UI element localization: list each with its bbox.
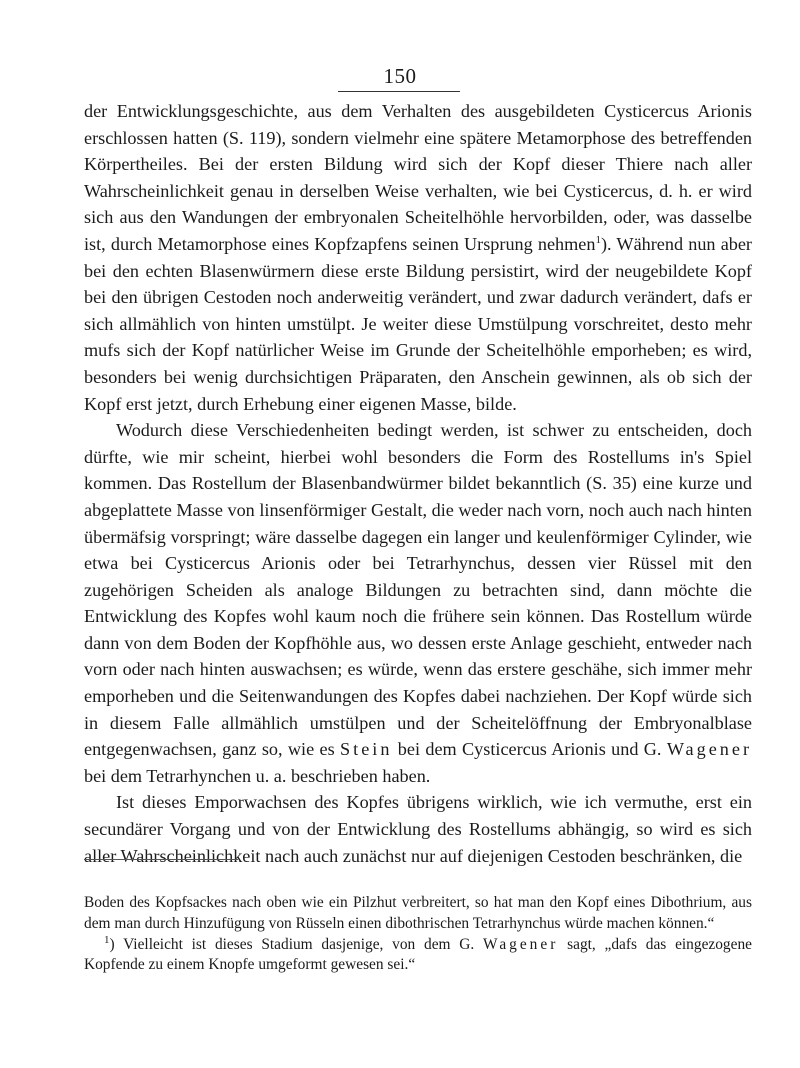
footnote-1-post: sagt, „dafs das eingezogene Kopfende zu einem Knopfe umgeformt gewesen sei.“ bbox=[84, 935, 752, 974]
footnote-rule bbox=[84, 859, 238, 860]
footnote-1 bbox=[84, 935, 752, 977]
paragraph-1 bbox=[84, 98, 752, 417]
footnote-continuation: Boden des Kopfsackes nach oben wie ein Pilzhut verbreitert, so hat man den Kopf eines Dibothrium, aus dem man durch Hinzufügung von Rüsseln einen dibothrischen Tetrarhynchus würde machen können.“ bbox=[84, 894, 752, 932]
footnote-1-pre: ) Vielleicht ist dieses Stadium dasjenige, von dem G. bbox=[109, 935, 475, 953]
footnotes bbox=[84, 893, 752, 976]
paragraph-2-end: bei dem Tetrarhynchen u. a. beschrieben haben. bbox=[84, 765, 431, 786]
paragraph-3: Ist dieses Emporwachsen des Kopfes übrigens wirklich, wie ich vermuthe, erst ein secundärer Vorgang und von der Entwicklung des Rostellums abhängig, so wird es sich aller Wahrscheinlichkeit nach auch zunächst nur auf diejenigen Cestoden beschränken, die bbox=[84, 792, 752, 866]
author-stein: Stein bbox=[340, 739, 393, 760]
paragraph-1-part2: ). Während nun aber bei den echten Blasenwürmern diese erste Bildung persistirt, wird der neugebildete Kopf bei den übrigen Cestoden noch anderweitig verändert, und zwar dadurch verändert, dafs er sich allmählich von hinten umstülpt. Je weiter diese Umstülpung vorschreitet, desto mehr mufs sich der Kopf natürlicher Weise im Grunde der Scheitelhöhle emporheben; es wird, besonders bei wenig durchsichtigen Präparaten, den Anschein gewinnen, als ob sich der Kopf erst jetzt, durch Erhebung einer eigenen Masse, bilde. bbox=[84, 233, 752, 414]
paragraph-2 bbox=[84, 417, 752, 789]
footnote-ref-1: 1 bbox=[595, 233, 601, 246]
author-wagener: Wagener bbox=[666, 739, 752, 760]
footnote-1-marker: 1 bbox=[104, 933, 110, 946]
paragraph-2-mid: bei dem Cysticercus Arionis und G. bbox=[397, 739, 662, 760]
paragraph-2-text: Wodurch diese Verschiedenheiten bedingt werden, ist schwer zu entscheiden, doch dürfte, wie mir scheint, hierbei wohl besonders die Form des Rostellums in's Spiel kommen. Das Rostellum der Blasenbandwürmer bildet bekanntlich (S. 35) eine kurze und abgeplattete Masse von linsenförmiger Gestalt, die weder nach vorn, noch auch nach hinten übermäfsig vorspringt; wäre dasselbe dagegen ein langer und keulenförmiger Cylinder, wie etwa bei Cysticercus Arionis oder bei Tetrarhynchus, dessen vier Rüssel mit den zugehörigen Scheiden als analoge Bildungen zu betrachten sind, dann möchte die Entwicklung des Kopfes wohl kaum noch die frühere sein können. Das Rostellum würde dann von dem Boden der Kopfhöhle aus, wo dessen erste Anlage geschieht, entweder nach vorn oder nach hinten auswachsen; es würde, wenn das erstere geschähe, sich immer mehr emporheben und die Seitenwandungen des Kopfes dabei nachziehen. Der Kopf würde sich in diesem Falle allmählich umstülpen und der Scheitelöffnung der Embryonalblase entgegenwachsen, ganz so, wie es bbox=[84, 420, 752, 760]
page-number: 150 bbox=[383, 64, 417, 88]
header-rule bbox=[338, 91, 460, 92]
footnote-1-author: Wagener bbox=[483, 935, 559, 953]
paragraph-1-part1: der Entwicklungsgeschichte, aus dem Verhalten des ausgebildeten Cysticercus Arionis erschlossen hatten (S. 119), sondern vielmehr eine spätere Metamorphose des betreffenden Körpertheiles. Bei der ersten Bildung wird sich der Kopf dieser Thiere nach aller Wahrscheinlichkeit genau in derselben Weise verhalten, wie bei Cysticercus, d. h. er wird sich aus den Wandungen der embryonalen Scheitelhöhle hervorbilden, oder, was dasselbe ist, durch Metamorphose eines Kopfzapfens seinen Ursprung nehmen bbox=[84, 101, 752, 254]
main-text bbox=[84, 98, 752, 869]
